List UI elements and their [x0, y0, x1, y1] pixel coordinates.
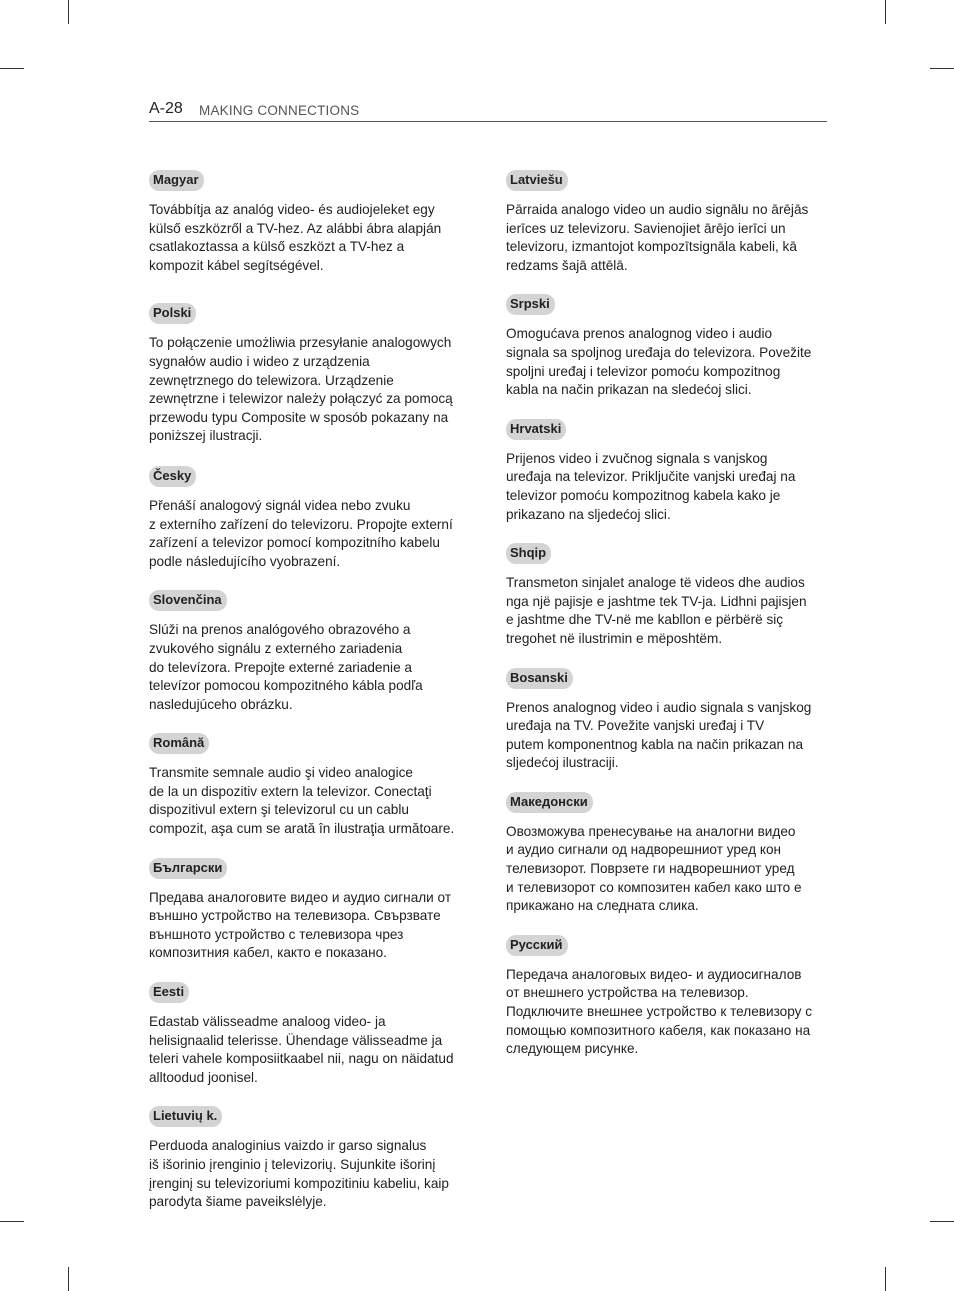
section-title: MAKING CONNECTIONS	[199, 103, 360, 118]
language-description: Prenos analognog video i audio signala s vanjskog uređaja na TV. Povežite vanjski uređaj i TV putem komponentnog kabla na način prikazan na sljedećoj ilustraciji.	[506, 699, 812, 771]
language-description: Передача аналоговых видео- и аудиосигналов от внешнего устройства на телевизор. Подключите внешнее устройство к телевизору с помощью композитного кабеля, как показано на следующем рисунке.	[506, 966, 813, 1057]
language-description: Предава аналоговите видео и аудио сигнали от външно устройство на телевизора. Свързвате външното устройство с телевизора чрез композитния кабел, както е показано.	[149, 889, 452, 961]
lang-block-eesti	[149, 982, 471, 1087]
lang-block-cesky	[149, 466, 471, 571]
lang-block-balgarski	[149, 858, 471, 963]
language-description: Prijenos video i zvučnog signala s vanjskog uređaja na televizor. Priključite vanjski uređaj na televizor pomoću kompozitnog kabela kako je prikazano na sljedećoj slici.	[506, 450, 796, 522]
language-label: Česky	[149, 466, 196, 487]
right-column	[506, 170, 828, 1059]
crop-mark-right-top	[930, 68, 954, 69]
language-description: Továbbítja az analóg video- és audiojeleket egy külső eszközről a TV-hez. Az alábbi ábra alapján csatlakoztassa a külső eszközt a TV-hez a kompozit kábel segítségével.	[149, 202, 442, 273]
lang-block-romana	[149, 733, 471, 838]
language-label: Русский	[506, 935, 568, 956]
language-description: Transmeton sinjalet analoge të videos dhe audios nga një pajisje e jashtme tek TV-ja. Lidhni pajisjen e jashtme dhe TV-në me kabllon e përbërë siç tregohet në ilustrimin e mëposhtëm.	[506, 575, 807, 646]
lang-block-makedonski	[506, 792, 828, 916]
language-label: Slovenčina	[149, 590, 227, 611]
language-label: Română	[149, 733, 209, 754]
language-description: To połączenie umożliwia przesyłanie analogowych sygnałów audio i wideo z urządzenia zewnętrznego do telewizora. Urządzenie zewnętrzne i telewizor należy połączyć za pomocą przewodu typu Composite w sposób pokazany na poniższej ilustracji.	[149, 335, 453, 444]
crop-mark-bottom-right	[885, 1267, 886, 1291]
crop-mark-right-bottom	[930, 1221, 954, 1222]
lang-block-hrvatski	[506, 419, 828, 524]
language-description: Transmite semnale audio şi video analogice de la un dispozitiv extern la televizor. Conectaţi dispozitivul extern şi televizorul cu un cablu compozit, aşa cum se arată în ilustraţia următoare.	[149, 765, 455, 837]
lang-block-polski	[149, 303, 471, 446]
lang-block-slovencina	[149, 590, 471, 714]
language-label: Polski	[149, 303, 196, 324]
language-description: Perduoda analoginius vaizdo ir garso signalus iš išorinio įrenginio į televizorių. Sujunkite išorinį įrenginį su televizoriumi kompozitiniu kabeliu, kaip parodyta šiame paveikslėlyje.	[149, 1138, 449, 1210]
language-label: Eesti	[149, 982, 189, 1003]
language-description: Přenáší analogový signál videa nebo zvuku z externího zařízení do televizoru. Propojte externí zařízení a televizor pomocí kompozitního kabelu podle následujícího vyobrazení.	[149, 497, 453, 569]
lang-block-russkiy	[506, 935, 828, 1059]
language-description: Pārraida analogo video un audio signālu no ārējās ierīces uz televizoru. Savienojiet ārējo ierīci un televizoru, izmantojot kompozītsignāla kabeli, kā redzams šajā attēlā.	[506, 202, 809, 273]
language-label: Македонски	[506, 792, 593, 813]
lang-block-bosanski	[506, 668, 828, 773]
lang-block-srpski	[506, 294, 828, 399]
crop-mark-bottom-left	[68, 1267, 69, 1291]
crop-mark-left-top	[0, 68, 24, 69]
lang-block-lietuviu	[149, 1106, 471, 1211]
crop-mark-top-left	[68, 0, 69, 24]
language-description: Овозможува пренесување на аналогни видео и аудио сигнали од надворешниот уред кон телевизорот. Поврзете ги надворешниот уред и телевизорот со композитен кабел како што е прикажано на следната слика.	[506, 823, 802, 914]
language-description: Omogućava prenos analognog video i audio signala sa spoljnog uređaja do televizora. Povežite spoljni uređaj i televizor pomoću kompozitnog kabla na način prikazan na sledećoj slici.	[506, 326, 812, 398]
language-label: Български	[149, 858, 227, 879]
language-description: Slúži na prenos analógového obrazového a zvukového signálu z externého zariadenia do televízora. Prepojte externé zariadenie a televízor pomocou kompozitného kábla podľa nasledujúceho obrázku.	[149, 622, 423, 712]
lang-block-magyar	[149, 170, 471, 275]
language-label: Magyar	[149, 170, 204, 191]
language-label: Hrvatski	[506, 419, 566, 440]
language-label: Bosanski	[506, 668, 573, 689]
lang-block-latviesu	[506, 170, 828, 275]
crop-mark-top-right	[885, 0, 886, 24]
page-header	[149, 100, 827, 122]
language-label: Shqip	[506, 543, 551, 564]
page-number: A-28	[149, 100, 183, 117]
lang-block-shqip	[506, 543, 828, 648]
language-label: Lietuvių k.	[149, 1106, 222, 1127]
language-label: Srpski	[506, 294, 555, 315]
language-description: Edastab välisseadme analoog video- ja helisignaalid telerisse. Ühendage välisseadme ja teleri vahele komposiitkaabel nii, nagu on näidatud alltoodud joonisel.	[149, 1014, 454, 1085]
language-label: Latviešu	[506, 170, 568, 191]
crop-mark-left-bottom	[0, 1221, 24, 1222]
left-column	[149, 170, 471, 1212]
